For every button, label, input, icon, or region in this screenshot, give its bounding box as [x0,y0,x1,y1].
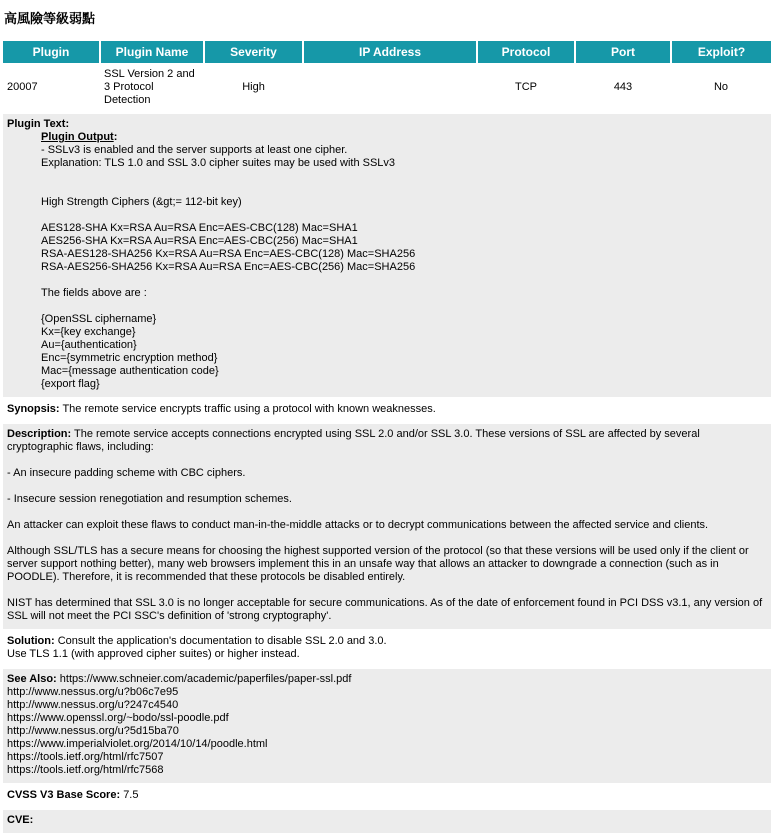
column-header-port: Port [575,41,671,63]
see-also-first-link: See Also: https://www.schneier.com/academic/paperfiles/paper-ssl.pdf [7,673,352,685]
description-paragraph [7,584,767,597]
cve-value: CVE: [7,814,34,826]
table-row [3,63,771,113]
description-paragraph [7,454,767,467]
column-header-ip-address: IP Address [303,41,477,63]
description-section [3,423,771,630]
plugin-output-line: {OpenSSL ciphername} [41,313,157,325]
plugin-output-line: RSA-AES128-SHA256 Kx=RSA Au=RSA Enc=AES-CBC(128) Mac=SHA256 [41,248,416,260]
plugin-text-label: Plugin Text: [7,118,70,130]
plugin-text-section [3,113,771,398]
see-also-links [7,686,767,777]
plugin-output-block [41,131,767,391]
description-paragraph: Although SSL/TLS has a secure means for choosing the highest supported version of the protocol (so that these versions will be used only if the client or server support nothing better), many web browsers implement this in an unsafe way that allows an attacker to downgrade a connection (such as in POODLE). Therefore, it is recommended that these protocols be disabled entirely. [7,545,752,583]
column-header-plugin-name: Plugin Name [100,41,204,63]
see-also-link: https://tools.ietf.org/html/rfc7507 [7,751,164,763]
plugin-output-line [41,300,767,313]
solution-text: Solution: Consult the application's documentation to disable SSL 2.0 and 3.0. [7,635,387,647]
cell-plugin-name: SSL Version 2 and 3 Protocol Detection [100,63,204,113]
cell-severity: High [204,63,303,113]
synopsis-text: Synopsis: The remote service encrypts traffic using a protocol with known weaknesses. [7,403,436,415]
see-also-link: https://www.schneier.com/academic/paperfiles/paper-ssl.pdf [59,673,352,685]
vulnerability-table [3,41,771,833]
solution-section [3,630,771,668]
see-also-link: http://www.nessus.org/u?b06c7e95 [7,686,179,698]
plugin-output-line: Enc={symmetric encryption method} [41,352,218,364]
plugin-output-line: Au={authentication} [41,339,137,351]
plugin-output-line: AES256-SHA Kx=RSA Au=RSA Enc=AES-CBC(256) Mac=SHA1 [41,235,358,247]
cvss-score: CVSS V3 Base Score: 7.5 [7,789,139,801]
solution-text-line2: Use TLS 1.1 (with approved cipher suites) or higher instead. [7,648,300,660]
plugin-output-line: The fields above are : [41,287,147,299]
description-paragraph: An attacker can exploit these flaws to conduct man-in-the-middle attacks or to decrypt communications between the affected service and clients. [7,519,709,531]
description-intro: Description: The remote service accepts connections encrypted using SSL 2.0 and/or SSL 3.0. These versions of SSL are affected by several cryptographic flaws, including: [7,428,703,453]
plugin-output-line: Explanation: TLS 1.0 and SSL 3.0 cipher suites may be used with SSLv3 [41,157,396,169]
page-title: 高風險等級弱點 [4,11,96,26]
plugin-output-line [41,183,767,196]
plugin-output-line: Kx={key exchange} [41,326,136,338]
plugin-output-line: RSA-AES256-SHA256 Kx=RSA Au=RSA Enc=AES-CBC(256) Mac=SHA256 [41,261,416,273]
see-also-link: https://www.openssl.org/~bodo/ssl-poodle.pdf [7,712,229,724]
cell-port: 443 [575,63,671,113]
description-paragraph [7,506,767,519]
column-header-plugin: Plugin [3,41,100,63]
description-paragraph [7,480,767,493]
cell-protocol: TCP [477,63,575,113]
plugin-output-line [41,209,767,222]
description-paragraph: - Insecure session renegotiation and resumption schemes. [7,493,292,505]
cell-ip-address [303,63,477,113]
plugin-output-line [41,274,767,287]
cell-exploit: No [671,63,771,113]
plugin-output-line: High Strength Ciphers (&gt;= 112-bit key) [41,196,242,208]
see-also-link: https://tools.ietf.org/html/rfc7568 [7,764,164,776]
see-also-link: http://www.nessus.org/u?5d15ba70 [7,725,179,737]
table-header-row [3,41,771,63]
see-also-link: http://www.nessus.org/u?247c4540 [7,699,179,711]
cvss-section [3,784,771,809]
description-paragraph [7,532,767,545]
plugin-output-line: Mac={message authentication code} [41,365,219,377]
description-paragraph: - An insecure padding scheme with CBC ciphers. [7,467,246,479]
see-also-section [3,668,771,784]
plugin-output-line: AES128-SHA Kx=RSA Au=RSA Enc=AES-CBC(128) Mac=SHA1 [41,222,358,234]
plugin-output-line: - SSLv3 is enabled and the server supports at least one cipher. [41,144,348,156]
description-paragraphs [7,454,767,623]
cve-section [3,809,771,833]
plugin-output-label: Plugin Output: [41,131,118,143]
description-paragraph: NIST has determined that SSL 3.0 is no longer acceptable for secure communications. As of the date of enforcement found in PCI DSS v3.1, any version of SSL will not meet the PCI SSC's definition of 'strong cryptography'. [7,597,766,622]
see-also-link: https://www.imperialviolet.org/2014/10/14/poodle.html [7,738,268,750]
column-header-severity: Severity [204,41,303,63]
plugin-output-line [41,170,767,183]
plugin-output-line: {export flag} [41,378,100,390]
synopsis-section [3,398,771,423]
column-header-protocol: Protocol [477,41,575,63]
cell-plugin-id: 20007 [3,63,100,113]
plugin-output-lines [41,144,767,391]
column-header-exploit: Exploit? [671,41,771,63]
